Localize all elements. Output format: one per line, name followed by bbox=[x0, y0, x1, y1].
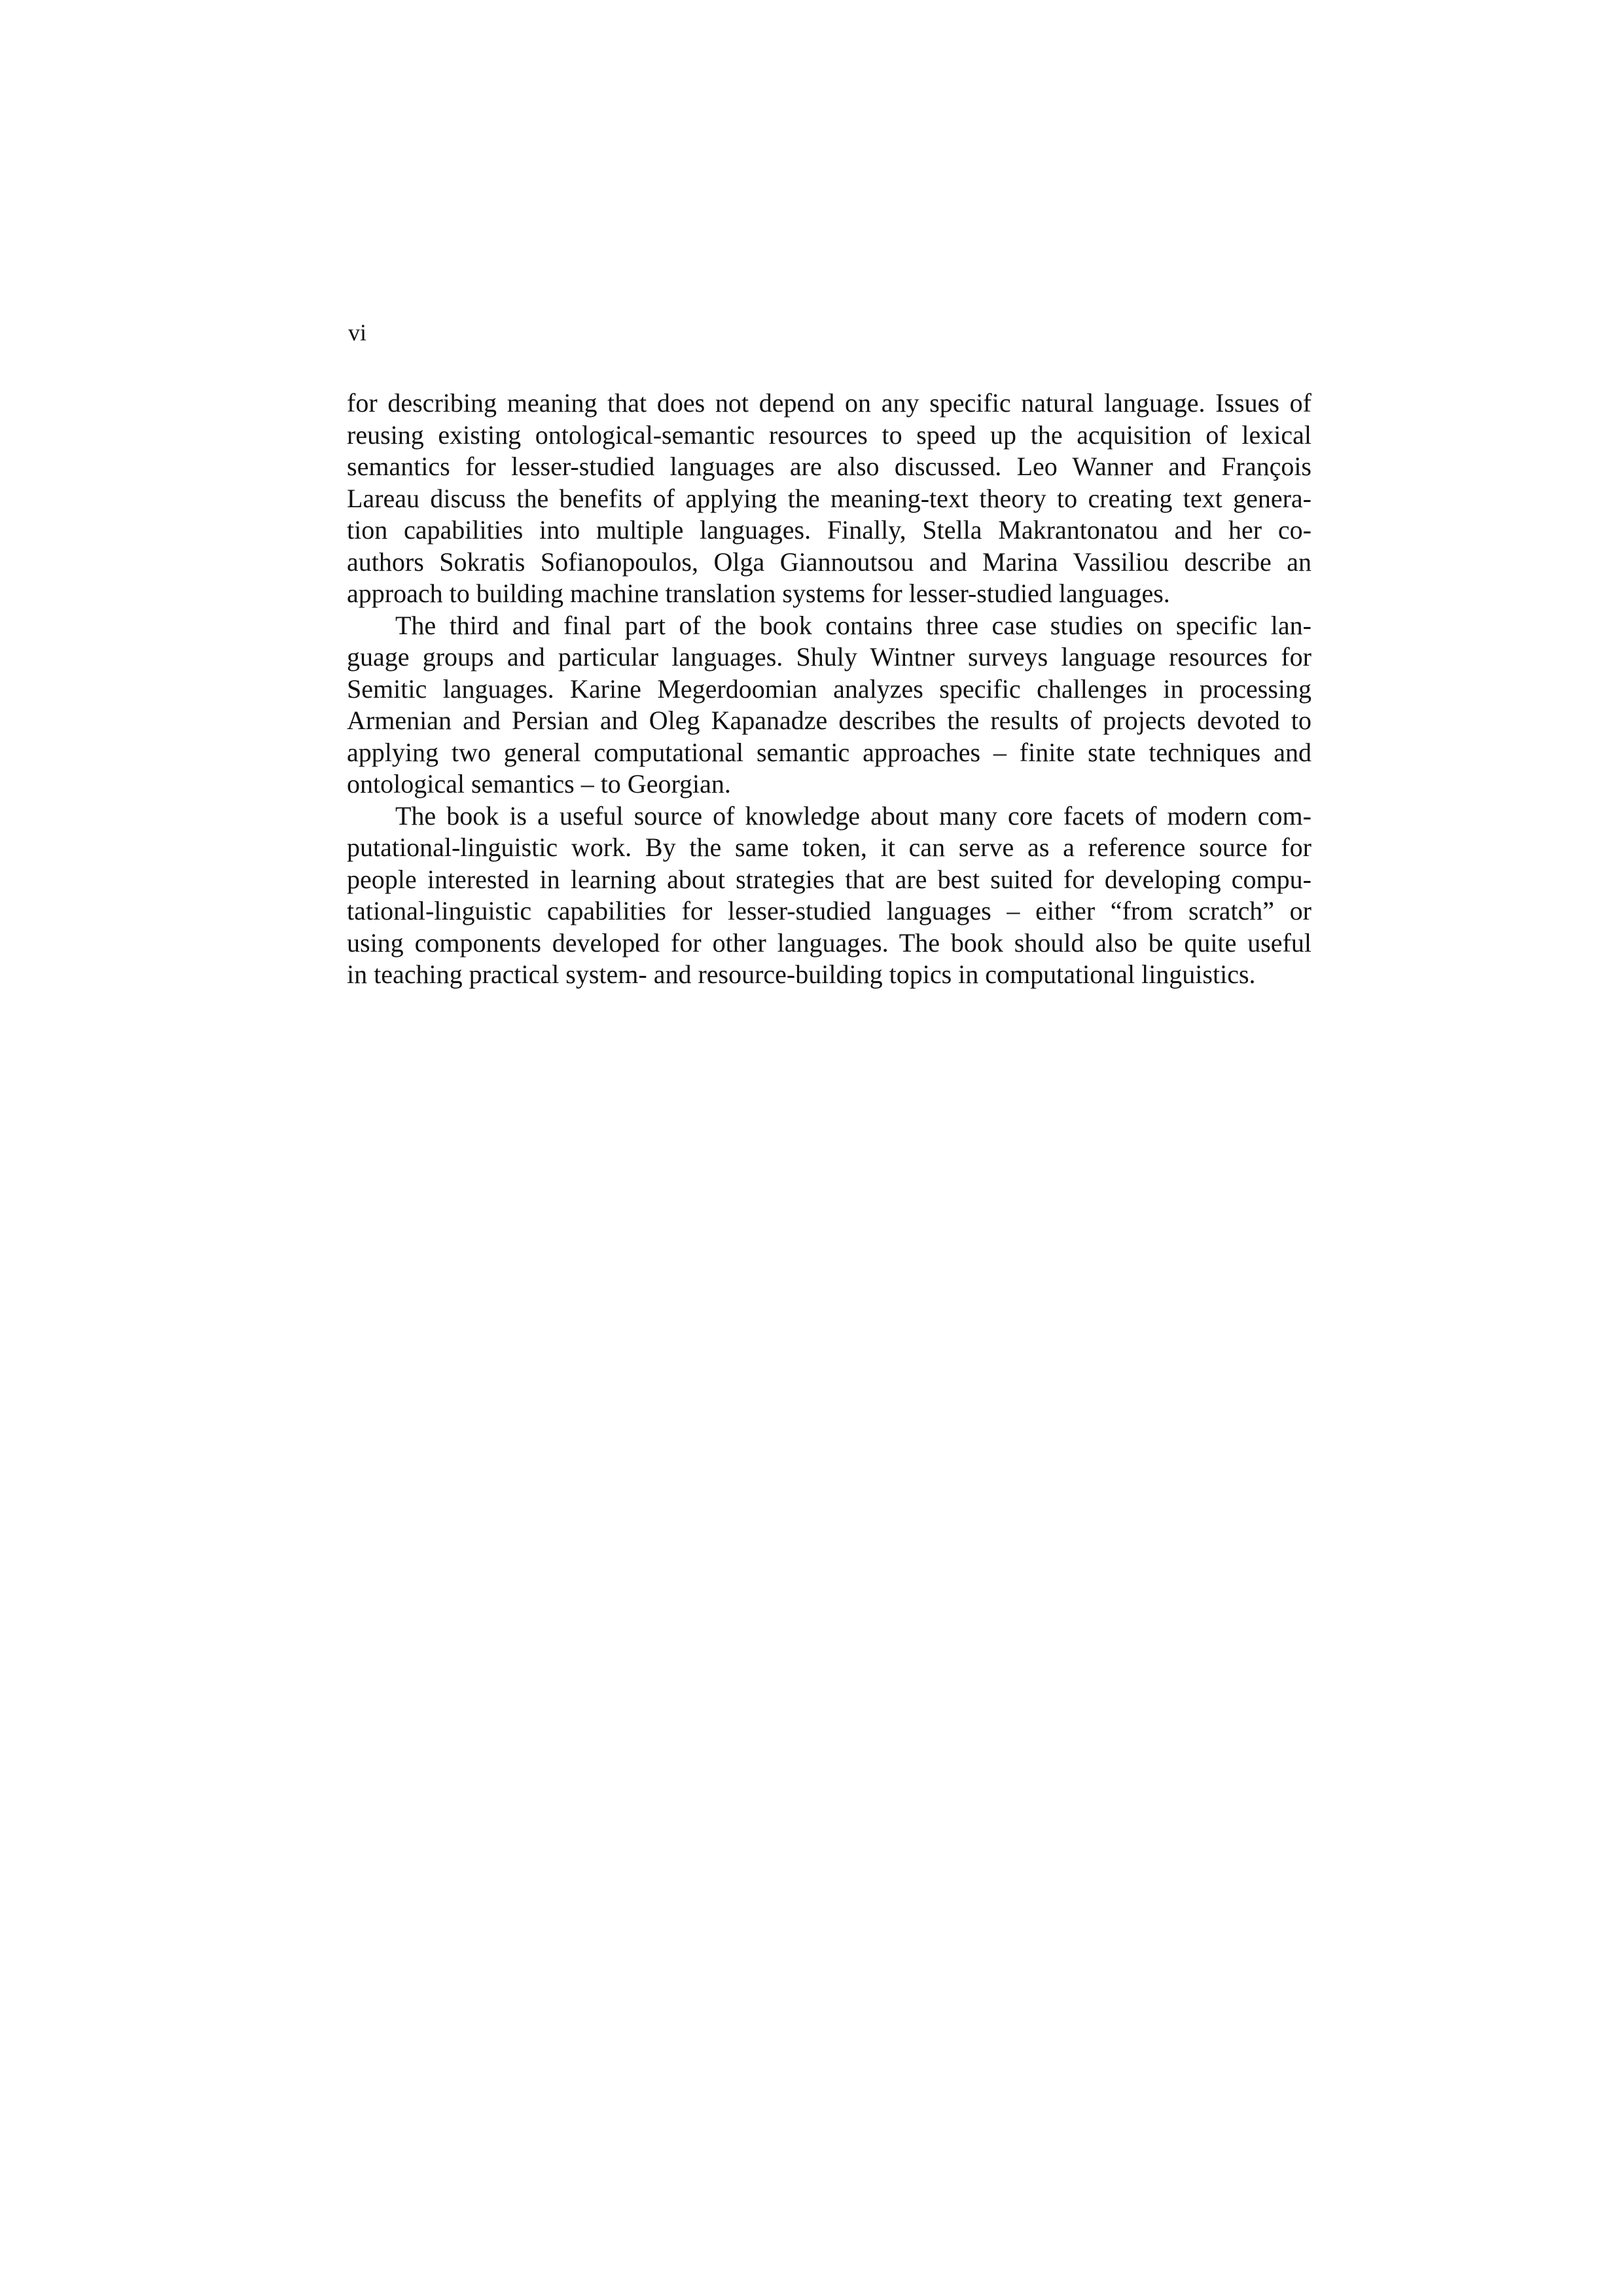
text-line: The book is a useful source of knowledge about many core facets of modern com- bbox=[395, 800, 1311, 831]
text-line: authors Sokratis Sofianopoulos, Olga Giannoutsou and Marina Vassiliou describe an bbox=[347, 547, 1311, 577]
paragraph bbox=[347, 800, 1311, 991]
text-line: guage groups and particular languages. Shuly Wintner surveys language resources for bbox=[347, 642, 1311, 672]
text-line: Semitic languages. Karine Megerdoomian analyzes specific challenges in processing bbox=[347, 673, 1311, 704]
text-line: putational-linguistic work. By the same token, it can serve as a reference source for bbox=[347, 833, 1311, 862]
text-line: applying two general computational semantic approaches – finite state techniques and bbox=[347, 737, 1311, 767]
text-line: tion capabilities into multiple languages. Finally, Stella Makrantonatou and her co- bbox=[347, 515, 1311, 545]
text-line: approach to building machine translation systems for lesser-studied languages. bbox=[347, 579, 1170, 608]
text-line: reusing existing ontological-semantic resources to speed up the acquisition of lexical bbox=[347, 420, 1311, 450]
text-line: for describing meaning that does not depend on any specific natural language. Issues of bbox=[347, 388, 1311, 418]
text-line: using components developed for other languages. The book should also be quite useful bbox=[347, 927, 1311, 958]
paragraph bbox=[347, 610, 1311, 800]
text-line: ontological semantics – to Georgian. bbox=[347, 769, 731, 798]
text-line: Armenian and Persian and Oleg Kapanadze describes the results of projects devoted to bbox=[347, 706, 1311, 735]
text-line: in teaching practical system- and resource-building topics in computational linguistics. bbox=[347, 960, 1256, 989]
text-line: semantics for lesser-studied languages are also discussed. Leo Wanner and François bbox=[347, 452, 1311, 481]
paragraph bbox=[347, 387, 1311, 610]
body-text bbox=[347, 387, 1311, 991]
text-line: people interested in learning about strategies that are best suited for developing compu- bbox=[347, 864, 1311, 894]
text-line: Lareau discuss the benefits of applying the meaning-text theory to creating text genera- bbox=[347, 483, 1311, 513]
page-number: vi bbox=[348, 319, 367, 346]
text-line: tational-linguistic capabilities for lesser-studied languages – either “from scratch” or bbox=[347, 896, 1311, 925]
text-line: The third and final part of the book contains three case studies on specific lan- bbox=[395, 610, 1311, 640]
